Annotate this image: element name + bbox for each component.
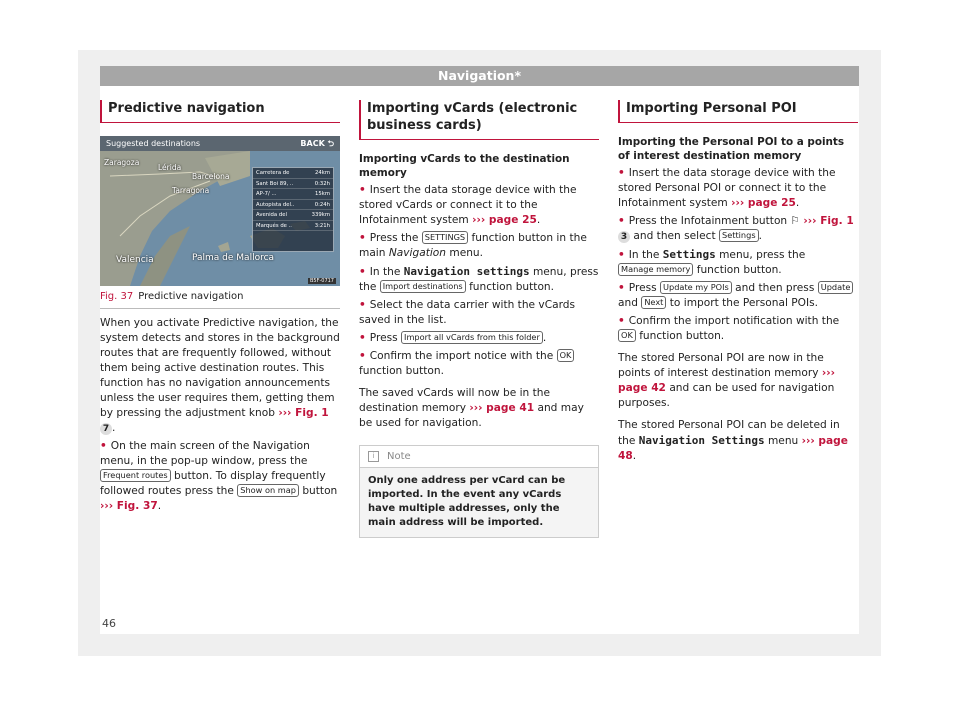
bullet-item: • Press the SETTINGS function button in the main Navigation menu. [359, 232, 587, 259]
section-heading: Importing Personal POI [618, 100, 858, 123]
column-importing-personal-poi [618, 100, 858, 464]
bullet-icon: • [359, 350, 366, 362]
page-number: 46 [102, 617, 116, 630]
figure-code: B5F-0717 [309, 278, 334, 284]
bullet-icon: • [618, 282, 625, 294]
page-link[interactable]: ››› page 41 [469, 402, 535, 414]
back-arrow-icon: ⮌ [327, 139, 334, 148]
navigation-screenshot [100, 136, 340, 286]
bullet-item: • Press Import all vCards from this folder . [359, 332, 547, 344]
show-on-map-button-label: Show on map [237, 484, 299, 497]
page-link[interactable]: ››› page 48 [618, 435, 848, 462]
map-label: Tarragona [172, 186, 210, 195]
figure-link[interactable]: ››› Fig. 1 [803, 215, 854, 227]
bullet-item: • In the Navigation settings menu, press the Import destinations function button. [359, 265, 599, 293]
column-predictive-navigation [100, 100, 340, 514]
figure-link[interactable]: ››› Fig. 1 [278, 407, 329, 419]
destination-row[interactable]: AP-7/ ... 15km [253, 189, 333, 200]
subheading: Importing the Personal POI to a points of interest destination memory [618, 136, 845, 162]
bullet-item: • On the main screen of the Navigation menu, in the pop-up window, press the Frequent routes button. To display frequently followed routes press the Show on map button ››› Fig. 37. [100, 440, 338, 512]
destination-row[interactable]: Marqués de .. 3:21h [253, 221, 333, 232]
settings-button-label: SETTINGS [422, 231, 468, 244]
section-heading: Predictive navigation [100, 100, 340, 123]
bullet-icon: • [618, 249, 625, 261]
flag-icon: ⚐ [790, 215, 801, 227]
destinations-panel [252, 167, 334, 252]
bullet-item: • Select the data carrier with the vCards saved in the list. [359, 299, 576, 326]
bullet-icon: • [359, 332, 366, 344]
map-label: Palma de Mallorca [192, 253, 275, 263]
bullet-item: • In the Settings menu, press the Manage memory function button. [618, 248, 806, 276]
update-button-label: Update [818, 281, 854, 294]
paragraph: When you activate Predictive navigation, the system detects and stores in the background routes that are frequently followed, without them being active destination routes. This function has no navigation announcements unless the user requires them, getting them by pressing the adjustment knob ››› Fig. 1 7 . [100, 317, 340, 434]
map-label: Zaragoza [104, 158, 140, 167]
section-heading: Importing vCards (electronic business cards) [359, 100, 599, 140]
paragraph: The stored Personal POI are now in the points of interest destination memory ››› page 42 and can be used for navigation purposes. [618, 352, 835, 409]
map-label: Lérida [158, 163, 182, 172]
bullet-item: • Insert the data storage device with the stored Personal POI or connect it to the Infotainment system ››› page 25. [618, 167, 836, 209]
destination-row[interactable]: Sant Boi 89, .. 0:32h [253, 179, 333, 190]
destination-row[interactable]: Carretera de 24km [253, 168, 333, 179]
map-label: Barcelona [192, 172, 230, 181]
callout-number: 7 [100, 423, 112, 435]
destination-row[interactable]: Avenida del 339km [253, 210, 333, 221]
paragraph: The stored Personal POI can be deleted in the Navigation Settings menu ››› page 48. [618, 419, 848, 462]
note-body: Only one address per vCard can be imported. In the event any vCards have multiple addresses, only the main address will be imported. [368, 475, 566, 528]
ok-button-label: OK [618, 329, 636, 342]
bullet-item: • Press the Infotainment button ⚐ ››› Fig. 1 3 and then select Settings . [618, 215, 854, 242]
column-importing-vcards [359, 100, 599, 538]
map-label: Valencia [116, 255, 154, 265]
back-button[interactable]: BACK ⮌ [300, 139, 334, 148]
update-my-pois-button-label: Update my POIs [660, 281, 732, 294]
info-icon: i [368, 451, 379, 462]
screen-title-bar: Suggested destinations [100, 136, 340, 151]
bullet-icon: • [618, 315, 625, 327]
bullet-item: • Press Update my POIs and then press Update and Next to import the Personal POIs. [618, 281, 858, 311]
figure-link[interactable]: ››› Fig. 37 [100, 500, 158, 512]
page-link[interactable]: ››› page 25 [472, 214, 537, 226]
note-box [359, 445, 599, 538]
figure-37 [100, 136, 340, 309]
import-destinations-button-label: Import destinations [380, 280, 466, 293]
manage-memory-button-label: Manage memory [618, 263, 693, 276]
bullet-icon: • [618, 167, 625, 179]
bullet-icon: • [100, 440, 107, 452]
section-header: Navigation* [100, 66, 859, 86]
bullet-item: • Confirm the import notice with the OK function button. [359, 349, 599, 379]
destination-row[interactable]: Autopista del.. 0:24h [253, 200, 333, 211]
paragraph: The saved vCards will now be in the destination memory ››› page 41 and may be used for navigation. [359, 387, 584, 429]
callout-number: 3 [618, 231, 630, 243]
bullet-icon: • [618, 215, 625, 227]
ok-button-label: OK [557, 349, 575, 362]
frequent-routes-button-label: Frequent routes [100, 469, 171, 482]
page-link[interactable]: ››› page 25 [731, 197, 796, 209]
bullet-icon: • [359, 232, 366, 244]
bullet-item: • Insert the data storage device with the stored vCards or connect it to the Infotainment system ››› page 25. [359, 184, 577, 226]
figure-caption: Fig. 37 Predictive navigation [100, 286, 340, 309]
page-link[interactable]: ››› page 42 [618, 367, 835, 394]
settings-button-label: Settings [719, 229, 759, 242]
bullet-icon: • [359, 266, 366, 278]
note-title: Note [387, 451, 411, 462]
bullet-item: • Confirm the import notification with the OK function button. [618, 315, 840, 342]
bullet-icon: • [359, 184, 366, 196]
import-all-vcards-button-label: Import all vCards from this folder [401, 331, 543, 344]
subheading: Importing vCards to the destination memory [359, 153, 570, 179]
next-button-label: Next [641, 296, 666, 309]
bullet-icon: • [359, 299, 366, 311]
